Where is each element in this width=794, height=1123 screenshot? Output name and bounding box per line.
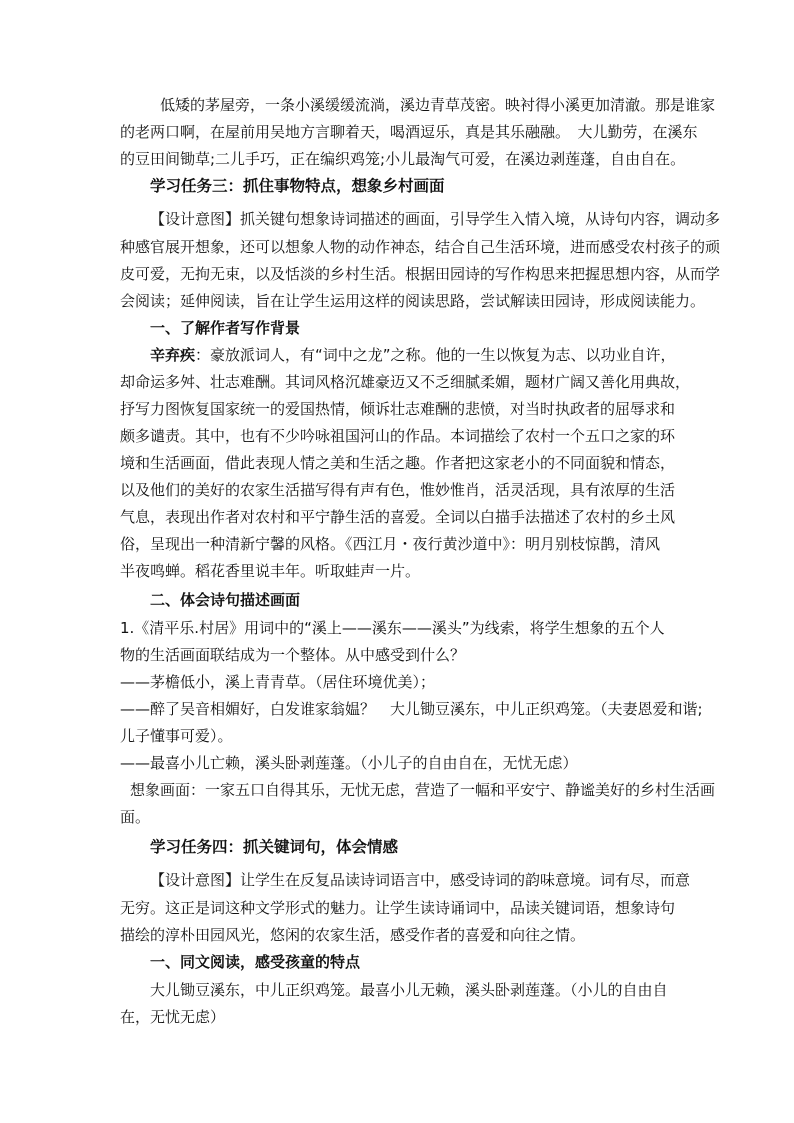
author-name: 辛弃疾 — [150, 346, 196, 364]
author-line: 半夜鸣蝉。稻花香里说丰年。听取蛙声一片。 — [120, 562, 421, 580]
author-line: 俗，呈现出一种清新宁馨的风格。《西江月・夜行黄沙道中》：明月别枝惊鹊，清风 — [120, 535, 661, 553]
author-intro-line — [150, 346, 680, 364]
paragraph-line: 的老两口啊，在屋前用吴地方言聊着天，喝酒逗乐，真是其乐融融。 大儿勤劳，在溪东 — [120, 123, 698, 141]
imagine-line: 想象画面：一家五口自得其乐，无忧无虑，营造了一幅和平安宁、静谧美好的乡村生活画 — [130, 781, 716, 799]
last-line: 大儿锄豆溪东，中儿正织鸡笼。最喜小儿无赖，溪头卧剥莲蓬。（小儿的自由自 — [150, 981, 668, 999]
task4-intent-line: 无穷。这正是词这种文学形式的魅力。让学生读诗诵词中，品读关键词语，想象诗句 — [120, 899, 676, 917]
paragraph-line: 低矮的茅屋旁，一条小溪缓缓流淌，溪边青草茂密。映衬得小溪更加清澈。那是谁家 — [160, 96, 716, 114]
section3-heading: 一、同文阅读，感受孩童的特点 — [150, 953, 361, 971]
author-line: 以及他们的美好的农家生活描写得有声有色，惟妙惟肖，活灵活现，具有浓厚的生活 — [120, 481, 676, 499]
task4-intent-line: 【设计意图】让学生在反复品读诗词语言中，感受诗词的韵味意境。词有尽，而意 — [150, 871, 691, 889]
item1-line: 1.《清平乐.村居》用词中的“溪上——溪东——溪头”为线索，将学生想象的五个人 — [120, 619, 665, 637]
item1-line: ——最喜小儿亡赖，溪头卧剥莲蓬。（小儿子的自由自在，无忧无虑） — [120, 754, 578, 772]
task3-intent-line: 会阅读；延伸阅读，旨在让学生运用这样的阅读思路，尝试解读田园诗，形成阅读能力。 — [120, 292, 706, 310]
section1-heading: 一、了解作者写作背景 — [150, 319, 301, 337]
author-line: 抒写力图恢复国家统一的爱国热情，倾诉壮志难酬的悲愤，对当时执政者的屈辱求和 — [120, 400, 676, 418]
item1-line: ——茅檐低小，溪上青青草。（居住环境优美）； — [120, 673, 436, 691]
author-intro-text: ：豪放派词人，有“词中之龙”之称。他的一生以恢复为志、以功业自许， — [195, 346, 676, 364]
item1-line: ——醉了吴音相媚好，白发谁家翁媪？ 大儿锄豆溪东，中儿正织鸡笼。（夫妻恩爱和谐; — [120, 700, 703, 718]
task4-heading: 学习任务四：抓关键词句，体会情感 — [150, 838, 399, 856]
section2-heading: 二、体会诗句描述画面 — [150, 591, 301, 609]
task3-intent-line: 皮可爱，无拘无束，以及恬淡的乡村生活。根据田园诗的写作构思来把握思想内容，从而学 — [120, 265, 721, 283]
imagine-line: 面。 — [120, 808, 151, 826]
item1-line: 儿子懂事可爱）。 — [120, 727, 233, 745]
author-line: 却命运多舛、壮志难酬。其词风格沉雄豪迈又不乏细腻柔媚，题材广阔又善化用典故， — [120, 373, 691, 391]
task3-intent-line: 【设计意图】抓关键句想象诗词描述的画面，引导学生入情入境，从诗句内容，调动多 — [150, 210, 721, 228]
author-line: 气息，表现出作者对农村和平宁静生活的喜爱。全词以白描手法描述了农村的乡土风 — [120, 508, 676, 526]
task3-intent-line: 种感官展开想象，还可以想象人物的动作神态，结合自己生活环境，进而感受农村孩子的顽 — [120, 238, 721, 256]
task4-intent-line: 描绘的淳朴田园风光，悠闲的农家生活，感受作者的喜爱和向往之情。 — [120, 926, 586, 944]
item1-line: 物的生活画面联结成为一个整体。从中感受到什么？ — [120, 646, 466, 664]
last-line: 在，无忧无虑） — [120, 1008, 226, 1026]
paragraph-line: 的豆田间锄草;二儿手巧，正在编织鸡笼;小儿最淘气可爱，在溪边剥莲蓬，自由自在。 — [120, 150, 686, 168]
task3-heading: 学习任务三：抓住事物特点，想象乡村画面 — [150, 177, 445, 195]
author-line: 境和生活画面，借此表现人情之美和生活之趣。作者把这家老小的不同面貌和情态， — [120, 454, 676, 472]
author-line: 颇多谴责。其中，也有不少吟咏祖国河山的作品。本词描绘了农村一个五口之家的环 — [120, 427, 676, 445]
